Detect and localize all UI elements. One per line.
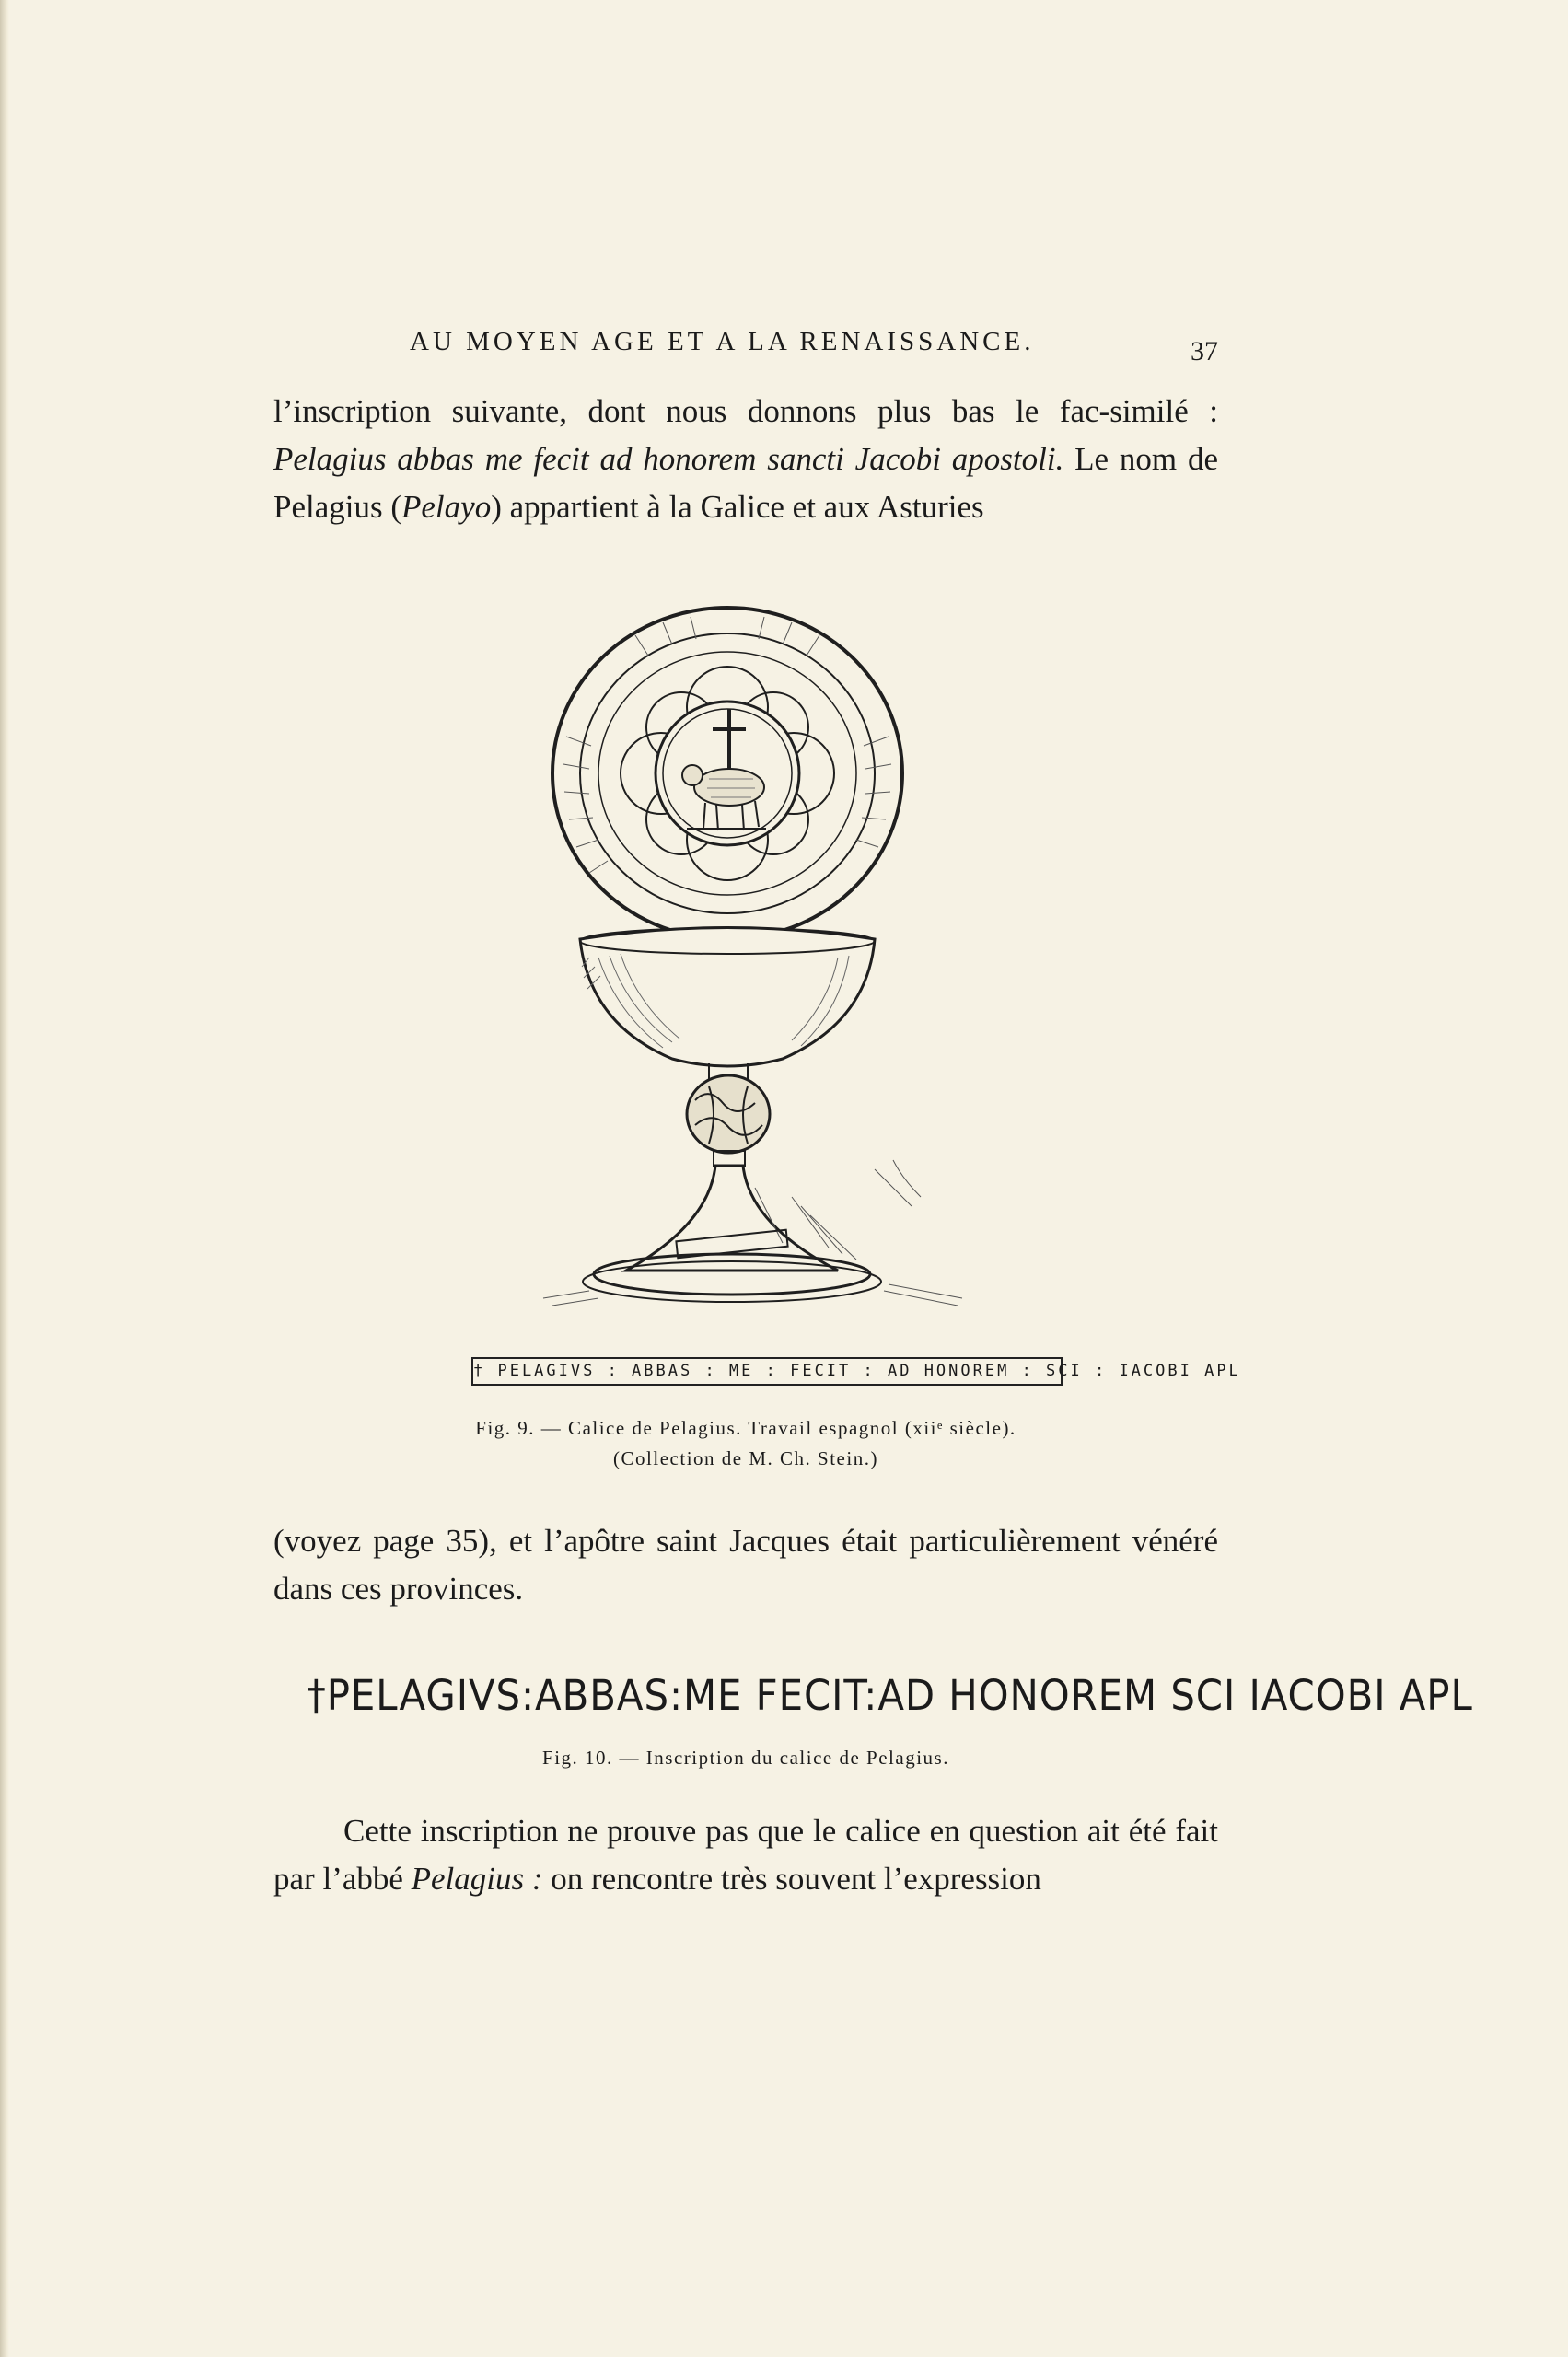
paragraph-2-text: (voyez page 35), et l’apôtre saint Jacques était particulièrement vénéré dans ces provinces. — [273, 1523, 1218, 1607]
paragraph-3-pelagius: Pelagius : — [411, 1861, 543, 1897]
running-title: AU MOYEN AGE ET A LA RENAISSANCE. — [410, 327, 1035, 356]
paragraph-1-text-b: Le nom de Pelagius ( — [273, 441, 1218, 525]
chalice-illustration — [525, 598, 985, 1317]
chalice-knop — [687, 1075, 770, 1153]
figure-9-inscription-strip: † PELAGIVS : ABBAS : ME : FECIT : AD HONOREM : SCI : IACOBI APL — [471, 1357, 1063, 1386]
figure-9-caption-line-2: (Collection de M. Ch. Stein.) — [613, 1447, 878, 1469]
figure-10-caption: Fig. 10. — Inscription du calice de Pelagius. — [542, 1747, 949, 1769]
chalice-cup — [580, 928, 875, 1067]
paragraph-3-text-b: on rencontre très souvent l’expression — [542, 1861, 1041, 1897]
paragraph-2 — [273, 1517, 1218, 1613]
paragraph-1-text-a: l’inscription suivante, dont nous donnons plus bas le fac-similé : — [273, 393, 1218, 429]
paragraph-1-pelayo: Pelayo — [401, 489, 492, 525]
paragraph-1-latin-quote: Pelagius abbas me fecit ad honorem sancti Jacobi apostoli. — [273, 441, 1064, 477]
paragraph-3 — [273, 1807, 1218, 1903]
figure-9-caption-line-1: Fig. 9. — Calice de Pelagius. Travail espagnol (xiiᵉ siècle). — [475, 1417, 1016, 1439]
figure-9-caption — [273, 1413, 1218, 1474]
figure-10-inscription: †PELAGIVS:ABBAS:ME FECIT:AD HONOREM SCI IACOBI APL — [306, 1671, 1473, 1720]
paragraph-1-text-c: ) appartient à la Galice et aux Asturies — [491, 489, 984, 525]
paragraph-3-text-a: Cette inscription ne prouve pas que le calice en question ait été fait par l’abbé — [273, 1813, 1218, 1897]
page-number: 37 — [1191, 336, 1218, 366]
page-edge — [0, 0, 9, 2357]
paragraph-1 — [273, 388, 1218, 531]
